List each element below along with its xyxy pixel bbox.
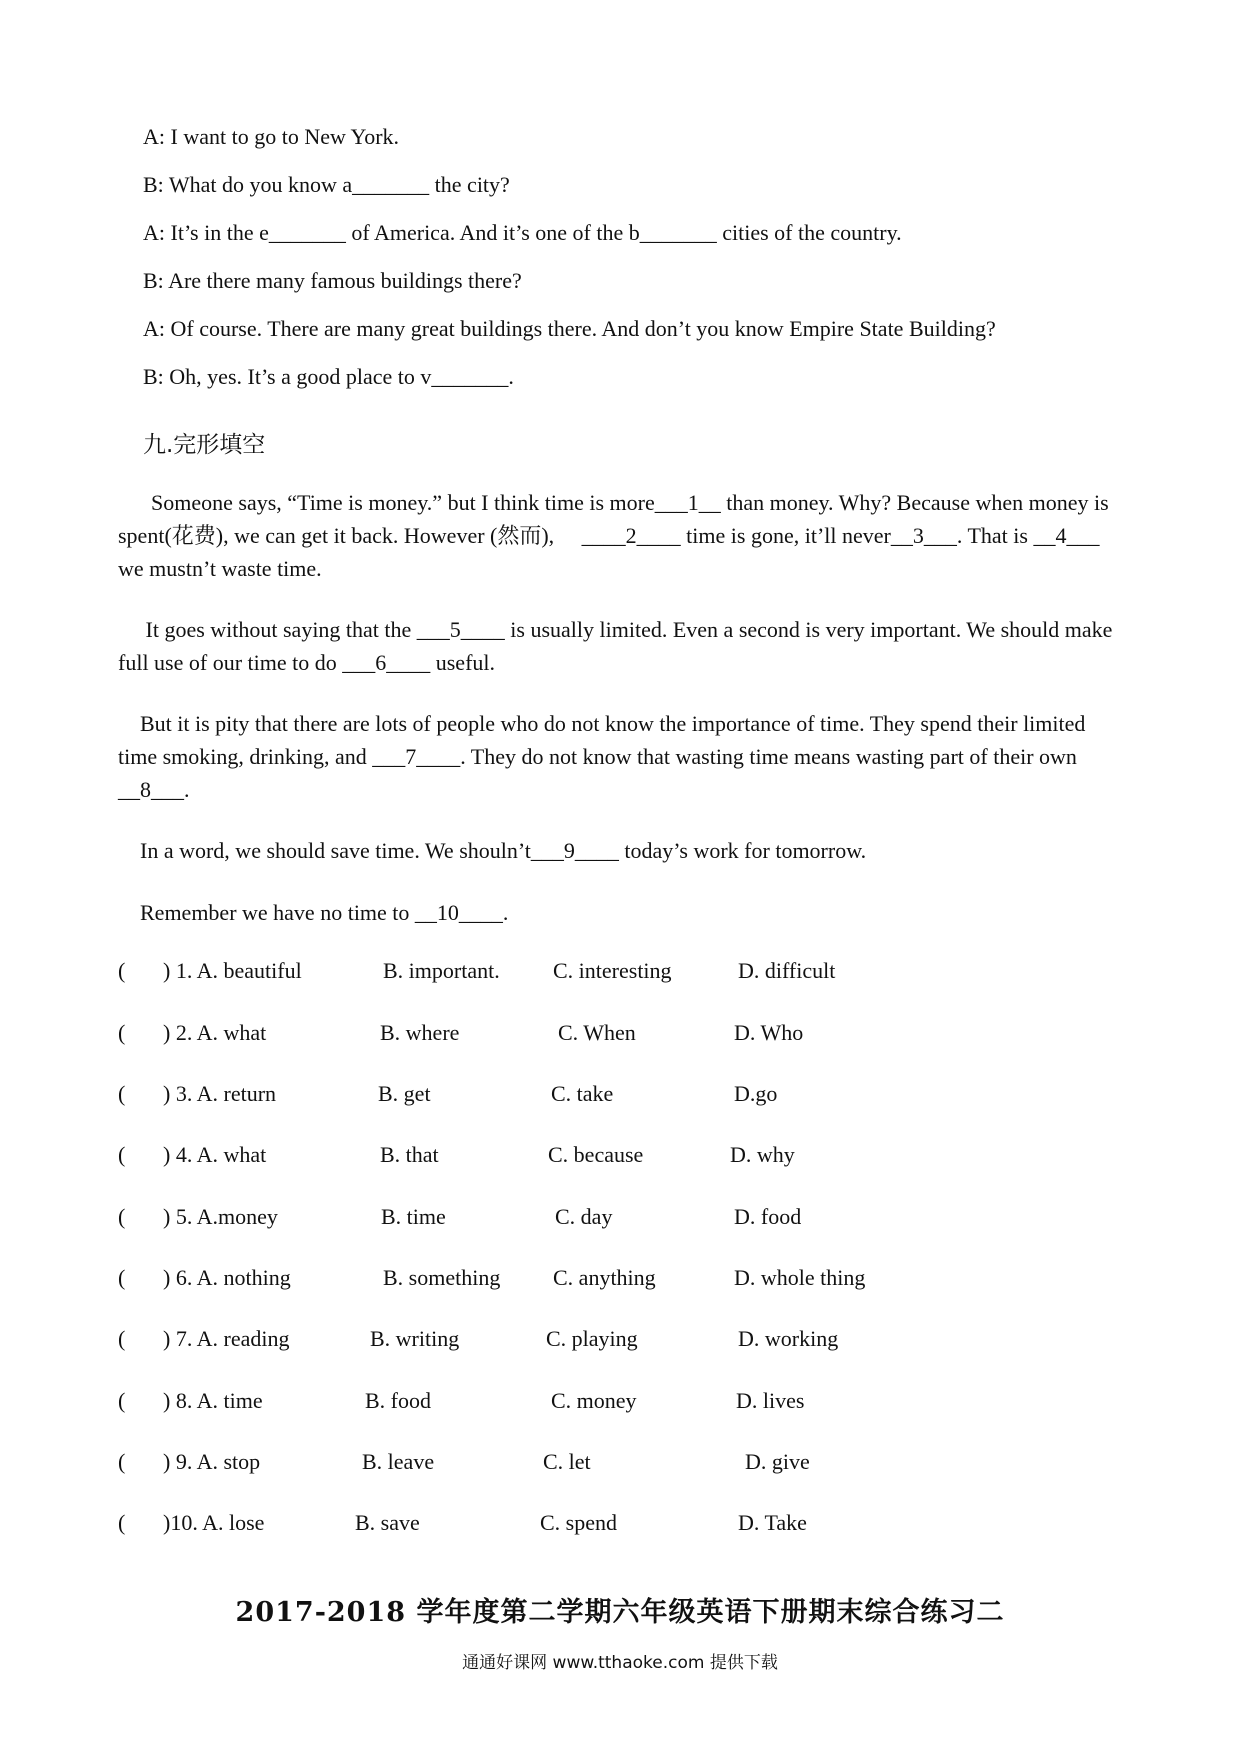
answer-blank: ( [118, 958, 126, 983]
option-a: ) 2. A. what [163, 1020, 267, 1045]
option-a: )10. A. lose [163, 1510, 265, 1535]
option-c: C. take [551, 1081, 614, 1106]
option-b: B. writing [370, 1326, 460, 1351]
answer-blank: ( [118, 1510, 126, 1535]
answer-blank: ( [118, 1204, 126, 1229]
answer-blank: ( [118, 1265, 126, 1290]
question-row [118, 1449, 918, 1479]
option-c: C. money [551, 1388, 637, 1413]
option-a: ) 3. A. return [163, 1081, 277, 1106]
option-d: D. lives [736, 1388, 805, 1413]
option-b: B. that [380, 1142, 439, 1167]
question-row [118, 958, 918, 988]
question-row [118, 1388, 918, 1418]
option-b: B. time [381, 1204, 446, 1229]
option-b: B. get [378, 1081, 431, 1106]
passage-paragraph: Remember we have no time to __10____. [118, 900, 509, 925]
answer-blank: ( [118, 1449, 126, 1474]
dialogue-line: B: Oh, yes. It’s a good place to v_______. [143, 364, 514, 389]
option-c: C. When [558, 1020, 636, 1045]
question-row [118, 1020, 918, 1050]
passage-paragraph: It goes without saying that the ___5____ is usually limited. Even a second is very important. We should make full use of our time to do ___6____ useful. [118, 617, 1118, 675]
option-a: ) 4. A. what [163, 1142, 267, 1167]
footer-title: 2017-2018 学年度第二学期六年级英语下册期末综合练习二 [235, 1597, 1005, 1628]
question-row [118, 1142, 918, 1172]
option-c: C. day [555, 1204, 613, 1229]
question-row [118, 1081, 918, 1111]
dialogue-line: B: What do you know a_______ the city? [143, 172, 510, 197]
passage-paragraph: In a word, we should save time. We shouln’t___9____ today’s work for tomorrow. [118, 838, 867, 863]
question-row [118, 1204, 918, 1234]
option-d: D. give [745, 1449, 810, 1474]
option-d: D. working [738, 1326, 839, 1351]
option-b: B. important. [383, 958, 500, 983]
passage-paragraph: Someone says, “Time is money.” but I think time is more___1__ than money. Why? Because when money is spent(花费), we can get it back. However (然而), ____2____ time is gone, it’ll never__3___. That is __4___ we mustn’t waste time. [118, 490, 1115, 581]
answer-blank: ( [118, 1142, 126, 1167]
option-a: ) 9. A. stop [163, 1449, 261, 1474]
option-b: B. food [365, 1388, 431, 1413]
dialogue-line: B: Are there many famous buildings there? [143, 268, 522, 293]
option-c: C. because [548, 1142, 644, 1167]
option-b: B. something [383, 1265, 501, 1290]
footer-source: 通通好课网 www.tthaoke.com 提供下载 [462, 1653, 778, 1673]
option-c: C. anything [553, 1265, 656, 1290]
question-row [118, 1326, 918, 1356]
answer-blank: ( [118, 1081, 126, 1106]
option-c: C. spend [540, 1510, 617, 1535]
option-b: B. where [380, 1020, 460, 1045]
question-row [118, 1265, 918, 1295]
option-d: D. food [734, 1204, 802, 1229]
answer-blank: ( [118, 1020, 126, 1045]
option-d: D. difficult [738, 958, 836, 983]
dialogue-line: A: It’s in the e_______ of America. And it’s one of the b_______ cities of the country. [143, 220, 902, 245]
option-a: ) 6. A. nothing [163, 1265, 291, 1290]
option-d: D. Take [738, 1510, 807, 1535]
option-a: ) 8. A. time [163, 1388, 263, 1413]
passage-paragraph: But it is pity that there are lots of people who do not know the importance of time. They spend their limited time smoking, drinking, and ___7____. They do not know that wasting time means wasting part of their own __8___. [118, 711, 1091, 802]
option-d: D.go [734, 1081, 778, 1106]
option-a: ) 7. A. reading [163, 1326, 290, 1351]
option-d: D. why [730, 1142, 795, 1167]
answer-blank: ( [118, 1326, 126, 1351]
option-d: D. whole thing [734, 1265, 866, 1290]
option-d: D. Who [734, 1020, 804, 1045]
answer-blank: ( [118, 1388, 126, 1413]
option-a: ) 1. A. beautiful [163, 958, 302, 983]
question-row [118, 1510, 918, 1540]
section-title: 九.完形填空 [143, 432, 266, 458]
option-b: B. leave [362, 1449, 435, 1474]
option-c: C. interesting [553, 958, 672, 983]
dialogue-line: A: Of course. There are many great buildings there. And don’t you know Empire State Building? [143, 316, 996, 341]
option-a: ) 5. A.money [163, 1204, 278, 1229]
option-b: B. save [355, 1510, 420, 1535]
dialogue-line: A: I want to go to New York. [143, 124, 400, 149]
option-c: C. let [543, 1449, 591, 1474]
option-c: C. playing [546, 1326, 638, 1351]
